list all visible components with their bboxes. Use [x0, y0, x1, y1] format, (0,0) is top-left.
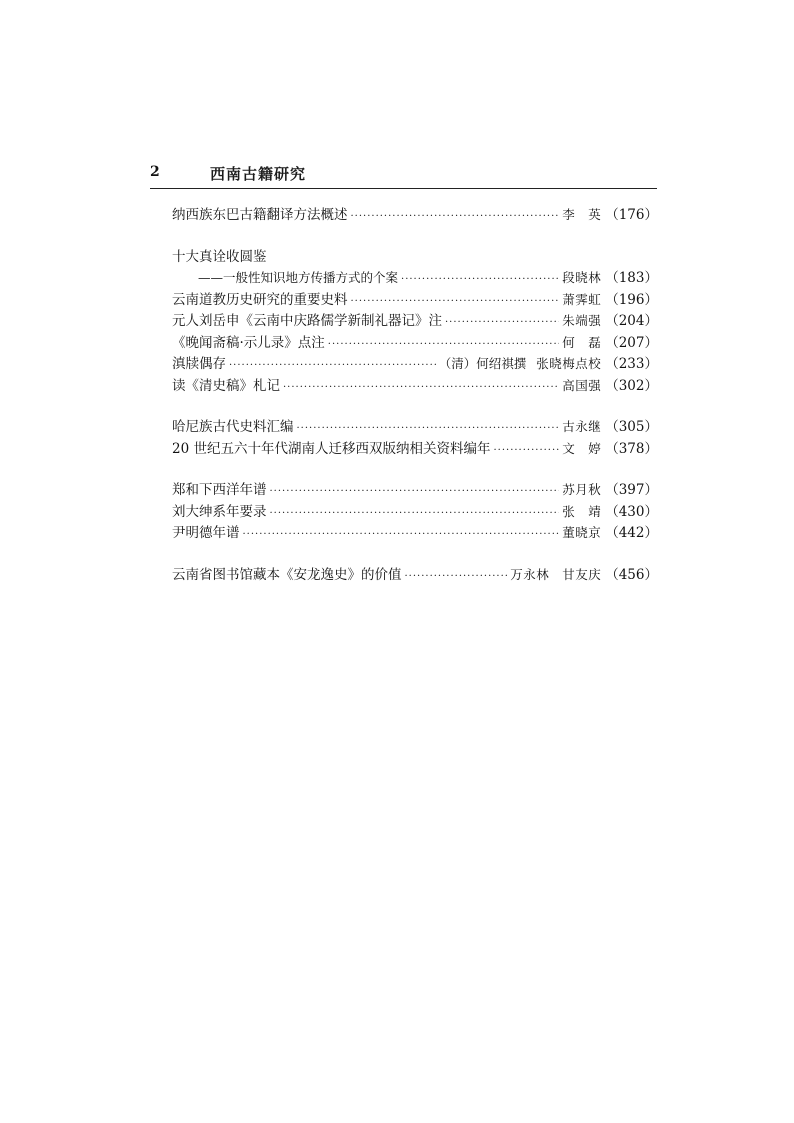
- entry-page: （456）: [605, 566, 658, 583]
- entry-author: 李 英: [562, 207, 602, 222]
- running-title: 西南古籍研究: [210, 165, 307, 183]
- dot-leader: [270, 486, 560, 497]
- dot-leader: [351, 296, 560, 307]
- toc-entry[interactable]: [172, 500, 658, 522]
- entry-author: 古永继: [562, 419, 602, 434]
- entry-page: （430）: [605, 503, 658, 520]
- toc-entry[interactable]: [172, 437, 658, 459]
- entry-title: 郑和下西洋年谱: [172, 482, 267, 498]
- toc-entry[interactable]: [172, 309, 658, 331]
- entry-page: （204）: [605, 313, 658, 329]
- dot-leader: [229, 360, 436, 371]
- entry-original-author: （清）何绍祺撰: [438, 356, 527, 371]
- entry-author: 张晓梅点校: [536, 356, 602, 371]
- entry-title: 读《清史稿》札记: [172, 377, 280, 394]
- entry-page: （378）: [605, 440, 658, 457]
- entry-title: 纳西族东巴古籍翻译方法概述: [172, 207, 348, 223]
- dot-leader: [351, 211, 560, 222]
- entry-author: 董晓京: [562, 525, 602, 540]
- toc-entry[interactable]: [172, 415, 658, 437]
- table-of-contents: [172, 203, 658, 604]
- running-header: [150, 160, 657, 189]
- entry-title: 云南道教历史研究的重要史料: [172, 291, 348, 308]
- dot-leader: [328, 339, 559, 350]
- entry-page: （442）: [605, 525, 658, 541]
- entry-page: （233）: [605, 356, 658, 372]
- toc-entry[interactable]: [172, 563, 658, 585]
- entry-title: 20 世纪五六十年代湖南人迁移西双版纳相关资料编年: [172, 440, 491, 457]
- entry-title: 尹明德年谱: [172, 525, 240, 541]
- entry-author: 何 磊: [562, 334, 602, 350]
- entry-author: 萧霁虹: [562, 291, 602, 307]
- entry-title: 云南省图书馆藏本《安龙逸史》的价值: [172, 566, 402, 583]
- toc-entry[interactable]: [172, 203, 658, 225]
- toc-entry[interactable]: [172, 478, 658, 500]
- entry-page: （183）: [605, 270, 658, 286]
- toc-entry[interactable]: [172, 288, 658, 310]
- toc-entry-subtitle[interactable]: [172, 266, 658, 288]
- entry-title: 刘大绅系年要录: [172, 503, 267, 520]
- entry-title: 《晚闻斋稿·示儿录》点注: [172, 334, 325, 351]
- entry-author: 文 婷: [562, 440, 602, 456]
- entry-title: 元人刘岳申《云南中庆路儒学新制礼器记》注: [172, 313, 442, 329]
- toc-group: [172, 563, 658, 585]
- toc-entry[interactable]: [172, 521, 658, 543]
- entry-author: 万永林 甘友庆: [510, 566, 602, 582]
- dot-leader: [493, 445, 559, 456]
- entry-title: 十大真诠收圆鉴: [172, 248, 267, 265]
- entry-author: 段晓林: [562, 270, 602, 285]
- dot-leader: [243, 529, 560, 540]
- dot-leader: [297, 423, 560, 434]
- dot-leader: [270, 508, 560, 519]
- entry-page: （397）: [605, 482, 658, 498]
- entry-title: 滇牍偶存: [172, 356, 226, 372]
- entry-page: （207）: [605, 334, 658, 351]
- entry-page: （196）: [605, 291, 658, 308]
- entry-author: 高国强: [562, 377, 602, 393]
- entry-page: （176）: [605, 207, 658, 223]
- toc-entry[interactable]: [172, 331, 658, 353]
- toc-entry[interactable]: [172, 352, 658, 374]
- entry-title: 哈尼族古代史料汇编: [172, 419, 294, 435]
- toc-group: [172, 478, 658, 543]
- entry-author: 苏月秋: [562, 482, 602, 497]
- toc-entry[interactable]: [172, 245, 658, 267]
- entry-page: （305）: [605, 419, 658, 435]
- dot-leader: [405, 571, 508, 582]
- toc-group: [172, 245, 658, 396]
- entry-subtitle: ——一般性知识地方传播方式的个案: [198, 270, 399, 285]
- page-number: 2: [150, 164, 160, 180]
- toc-group: [172, 203, 658, 225]
- dot-leader: [445, 317, 559, 328]
- dot-leader: [283, 382, 559, 393]
- dot-leader: [401, 274, 559, 285]
- toc-entry[interactable]: [172, 374, 658, 396]
- toc-group: [172, 415, 658, 458]
- entry-page: （302）: [605, 377, 658, 394]
- entry-author: 张 靖: [562, 503, 602, 519]
- entry-author: 朱端强: [562, 313, 602, 328]
